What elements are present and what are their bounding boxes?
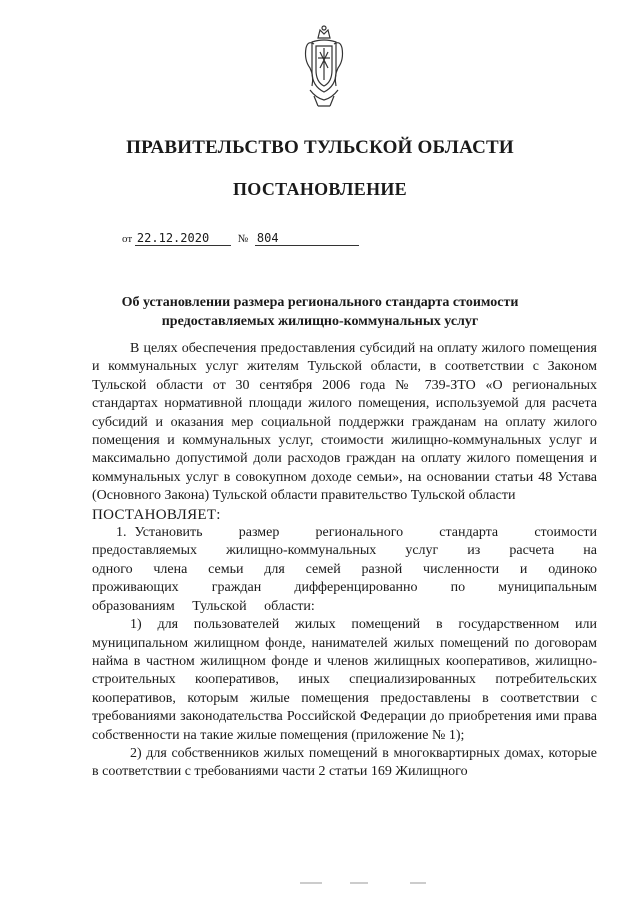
scan-artifacts bbox=[300, 880, 460, 886]
date-prefix: от bbox=[122, 233, 133, 245]
number-prefix: № bbox=[237, 233, 249, 245]
document-number: 804 bbox=[255, 231, 359, 246]
document-body bbox=[92, 340, 597, 782]
item-1-number: 1. bbox=[116, 525, 127, 541]
date-number-line bbox=[122, 231, 359, 246]
item-1-paragraph bbox=[92, 524, 597, 616]
preamble-paragraph: В целях обеспечения предоставления субсидий на оплату жилого помещения и коммунальных услуг жителям Тульской области, в соответствии с Законом Тульской области от 30 сентября 2006 года № 739-ЗТО «О региональных стандартах нормативной площади жилого помещения, используемой для расчета субсидий и оказания мер социальной поддержки гражданам на оплату жилого помещения и коммунальных услуг, стоимости жилищно-коммунальных услуг и максимально допустимой доли расходов граждан на оплату жилого помещения и коммунальных услуг в совокупном доходе семьи», на основании статьи 48 Устава (Основного Закона) Тульской области правительство Тульской области bbox=[92, 341, 597, 504]
subject-line-2: предоставляемых жилищно-коммунальных услуг bbox=[161, 314, 479, 329]
subitem-2-paragraph: 2) для собственников жилых помещений в многоквартирных домах, которые в соответствии с требованиями части 2 статьи 169 Жилищного bbox=[92, 745, 597, 780]
postanovlyaet-heading: ПОСТАНОВЛЯЕТ: bbox=[92, 506, 221, 523]
government-title: ПРАВИТЕЛЬСТВО ТУЛЬСКОЙ ОБЛАСТИ bbox=[126, 137, 514, 158]
document-date: 22.12.2020 bbox=[135, 231, 231, 246]
subitem-1-paragraph: 1) для пользователей жилых помещений в государственном или муниципальном жилищном фонде, нанимателей жилых помещений по договорам найма в частном жилищном фонде и членов жилищных кооперативов, жилищно-строительных кооперативов, иных специализированных потребительских кооперативов, которым жилые помещения предоставлены в соответствии с требованиями законодательства Российской Федерации до приобретения ими права собственности на такие жилые помещения (приложение № 1); bbox=[92, 617, 597, 743]
item-1-text: Установить размер регионального стандарта стоимости предоставляемых жилищно-коммунальных услуг из расчета на одного члена семьи для семей разной численности и одиноко проживающих граждан дифференцированно по муниципальным образованиям Тульской области: bbox=[92, 525, 597, 614]
document-subject bbox=[0, 293, 640, 331]
subject-line-1: Об установлении размера регионального стандарта стоимости bbox=[121, 295, 519, 310]
coat-of-arms-emblem bbox=[300, 24, 348, 110]
document-type: ПОСТАНОВЛЕНИЕ bbox=[233, 179, 407, 199]
